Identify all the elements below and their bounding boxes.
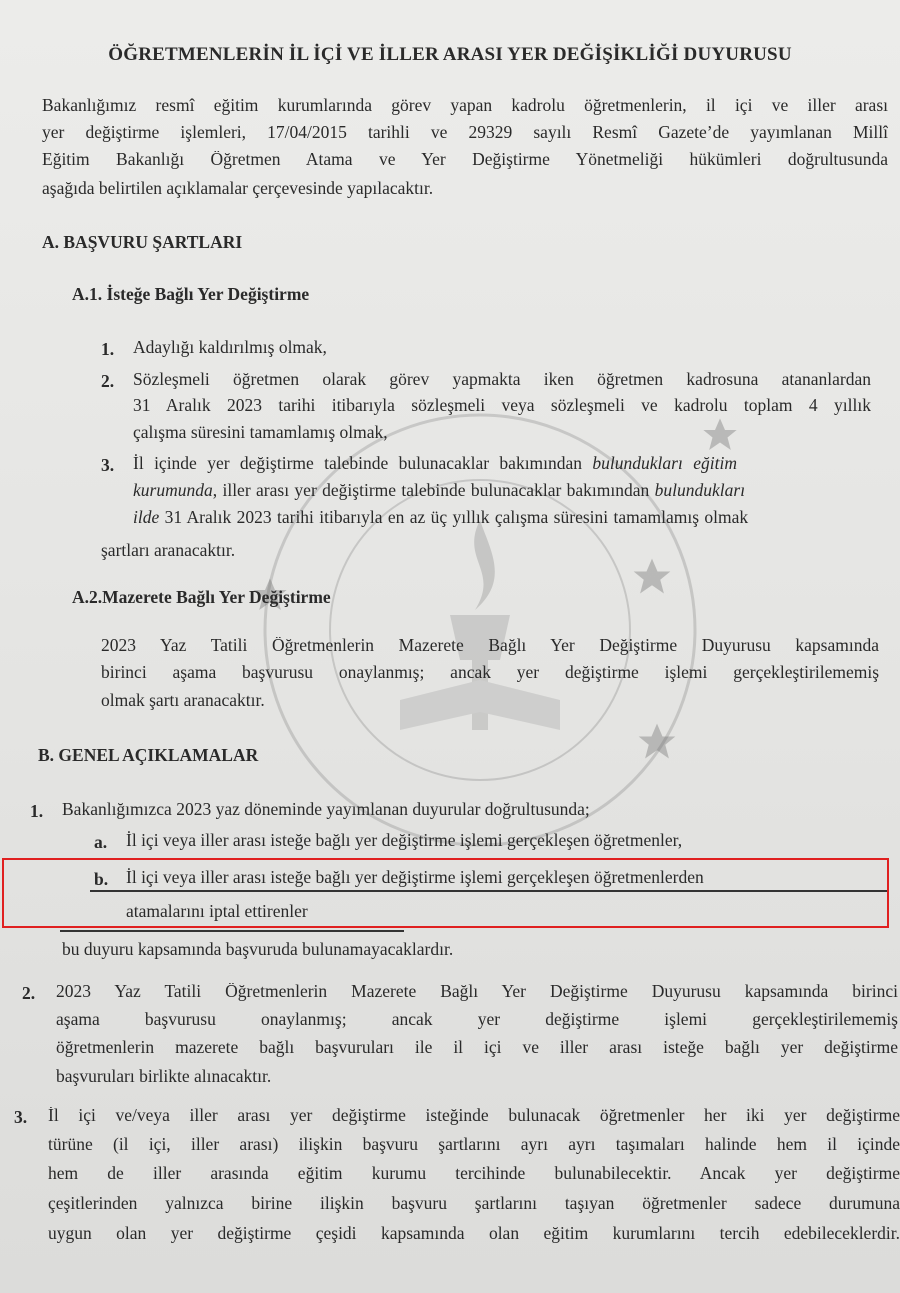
list-item-text: Sözleşmeli öğretmen olarak görev yapmakta iken öğretmen kadrosuna atananlardan — [133, 371, 871, 389]
intro-line: Bakanlığımız resmî eğitim kurumlarında görev yapan kadrolu öğretmenlerin, il içi ve iller arası — [42, 97, 888, 115]
list-number: 3. — [14, 1107, 28, 1127]
paragraph-line: başvuruları birlikte alınacaktır. — [56, 1066, 272, 1086]
list-item-text: İl içinde yer değiştirme talebinde bulunacaklar bakımından bulundukları eğitim — [133, 453, 737, 473]
list-item-text: çalışma süresini tamamlamış olmak, — [133, 422, 388, 442]
star-icon — [700, 415, 740, 455]
star-icon — [635, 720, 679, 764]
list-item-text: ilde 31 Aralık 2023 tarihi itibarıyla en az üç yıllık çalışma süresini tamamlamış olmak — [133, 507, 749, 527]
paragraph-line: olmak şartı aranacaktır. — [101, 690, 265, 710]
section-b-heading: B. GENEL AÇIKLAMALAR — [38, 745, 259, 765]
list-item-text: Adaylığı kaldırılmış olmak, — [133, 337, 327, 357]
section-a1-tail: şartları aranacaktır. — [101, 540, 236, 560]
underline-rule — [90, 890, 887, 892]
list-number: 1. — [30, 801, 44, 821]
sub-item-label: a. — [94, 832, 108, 852]
list-item-text: 31 Aralık 2023 tarihi itibarıyla sözleşmeli veya sözleşmeli ve kadrolu toplam 4 yıllık — [133, 397, 871, 415]
intro-line: aşağıda belirtilen açıklamalar çerçevesinde yapılacaktır. — [42, 178, 434, 198]
section-a1-heading: A.1. İsteğe Bağlı Yer Değiştirme — [72, 284, 310, 304]
list-item-tail: bu duyuru kapsamında başvuruda bulunamayacaklardır. — [62, 939, 454, 959]
underline-rule — [60, 930, 404, 932]
paragraph-line: aşama başvurusu onaylanmış; ancak yer değiştirme işlemi gerçekleştirilememiş — [56, 1011, 898, 1029]
paragraph-line: çeşitlerinden yalnızca birine ilişkin başvuru şartlarını taşıyan öğretmenler sadece durumuna — [48, 1195, 900, 1213]
document-title: ÖĞRETMENLERİN İL İÇİ VE İLLER ARASI YER DEĞİŞİKLİĞİ DUYURUSU — [108, 44, 792, 65]
intro-line: Eğitim Bakanlığı Öğretmen Atama ve Yer Değiştirme Yönetmeliği hükümleri doğrultusunda — [42, 151, 888, 169]
paragraph-line: uygun olan yer değiştirme çeşidi kapsamında olan eğitim kurumlarını tercih edebileceklerdir. — [48, 1225, 900, 1243]
paragraph-line: 2023 Yaz Tatili Öğretmenlerin Mazerete Bağlı Yer Değiştirme Duyurusu kapsamında birinci — [56, 983, 898, 1001]
paragraph-line: öğretmenlerin mazerete bağlı başvuruları ile il içi ve iller arası isteğe bağlı yer değiştirme — [56, 1039, 898, 1057]
list-number: 1. — [101, 339, 115, 359]
paragraph-line: İl içi ve/veya iller arası yer değiştirme isteğinde bulunacak öğretmenler her iki yer değiştirme — [48, 1107, 900, 1125]
sub-item-label: b. — [94, 869, 109, 889]
sub-item-text: İl içi veya iller arası isteğe bağlı yer değiştirme işlemi gerçekleşen öğretmenler, — [126, 830, 683, 850]
sub-item-text: İl içi veya iller arası isteğe bağlı yer değiştirme işlemi gerçekleşen öğretmenlerden — [126, 867, 704, 887]
paragraph-line: türüne (il içi, iller arası) ilişkin başvuru şartlarını ayrı ayrı taşımaları halinde hem il içinde — [48, 1136, 900, 1154]
section-a-heading: A. BAŞVURU ŞARTLARI — [42, 232, 243, 252]
list-number: 3. — [101, 455, 115, 475]
section-a2-heading: A.2.Mazerete Bağlı Yer Değiştirme — [72, 587, 331, 607]
list-number: 2. — [101, 371, 115, 391]
list-item-text: Bakanlığımızca 2023 yaz döneminde yayımlanan duyurular doğrultusunda; — [62, 799, 590, 819]
list-item-text: kurumunda, iller arası yer değiştirme talebinde bulunacaklar bakımından bulundukları — [133, 480, 746, 500]
list-number: 2. — [22, 983, 36, 1003]
paragraph-line: 2023 Yaz Tatili Öğretmenlerin Mazerete Bağlı Yer Değiştirme Duyurusu kapsamında — [101, 637, 879, 655]
paragraph-line: birinci aşama başvurusu onaylanmış; ancak yer değiştirme işlemi gerçekleştirilememiş — [101, 664, 879, 682]
star-icon — [630, 555, 674, 599]
sub-item-text: atamalarını iptal ettirenler — [126, 901, 308, 921]
intro-line: yer değiştirme işlemleri, 17/04/2015 tarihli ve 29329 sayılı Resmî Gazete’de yayımlanan Millî — [42, 124, 888, 142]
paragraph-line: hem de iller arasında eğitim kurumu tercihinde bulunabilecektir. Ancak yer değiştirme — [48, 1165, 900, 1183]
